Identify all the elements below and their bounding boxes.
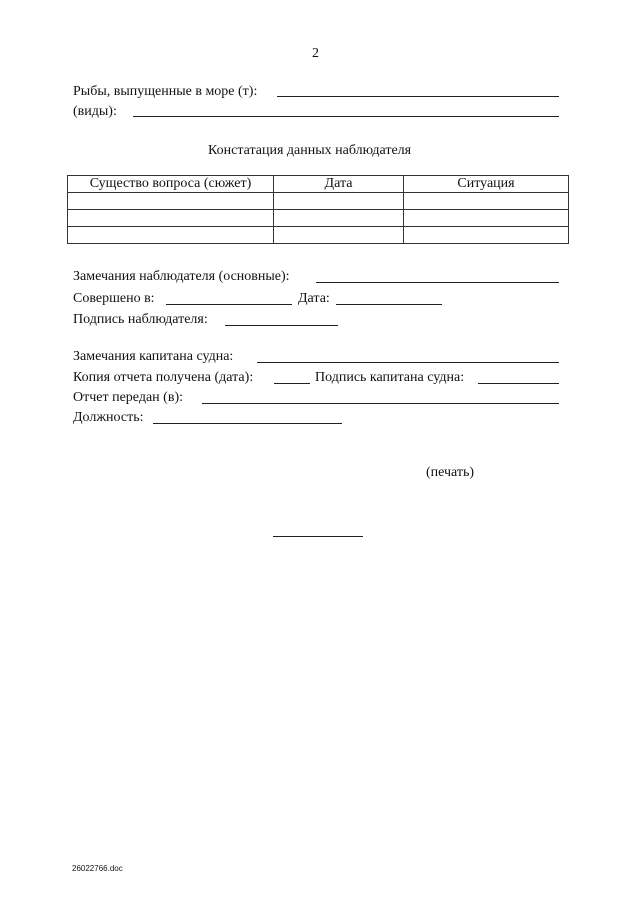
table-cell[interactable] [274,227,404,244]
column-header-date: Дата [274,176,404,193]
done-at-label: Совершено в: [73,291,155,306]
column-header-subject: Существо вопроса (сюжет) [68,176,274,193]
report-sent-field[interactable] [202,403,559,404]
captain-remarks-field[interactable] [257,362,559,363]
table-cell[interactable] [274,210,404,227]
species-field[interactable] [133,116,559,117]
position-label: Должность: [73,410,144,425]
observer-data-table [67,175,569,244]
footer-filename: 26022766.doc [72,864,123,873]
observer-section-heading: Констатация данных наблюдателя [208,143,412,158]
observer-remarks-label: Замечания наблюдателя (основные): [73,269,290,284]
column-header-situation: Ситуация [404,176,569,193]
date-label: Дата: [298,291,330,306]
captain-remarks-label: Замечания капитана судна: [73,349,234,364]
date-field[interactable] [336,304,442,305]
stamp-label: (печать) [426,465,475,480]
fish-released-field[interactable] [277,96,559,97]
observer-signature-field[interactable] [225,325,338,326]
table-cell[interactable] [274,193,404,210]
captain-signature-label: Подпись капитана судна: [315,370,465,385]
captain-signature-field[interactable] [478,383,559,384]
done-at-field[interactable] [166,304,292,305]
copy-received-date-field[interactable] [274,383,310,384]
observer-remarks-field[interactable] [316,282,559,283]
table-cell[interactable] [404,227,569,244]
copy-received-label: Копия отчета получена (дата): [73,370,254,385]
end-separator [273,536,363,537]
table-cell[interactable] [404,210,569,227]
position-field[interactable] [153,423,342,424]
page-number: 2 [312,46,319,61]
fish-released-label: Рыбы, выпущенные в море (т): [73,84,258,99]
table-cell[interactable] [68,210,274,227]
table-row [68,193,569,210]
table-header-row [68,176,569,193]
table-row [68,210,569,227]
table-cell[interactable] [68,227,274,244]
table-row [68,227,569,244]
report-sent-label: Отчет передан (в): [73,390,183,405]
species-label: (виды): [73,104,117,119]
observer-signature-label: Подпись наблюдателя: [73,312,208,327]
table-cell[interactable] [68,193,274,210]
table-cell[interactable] [404,193,569,210]
